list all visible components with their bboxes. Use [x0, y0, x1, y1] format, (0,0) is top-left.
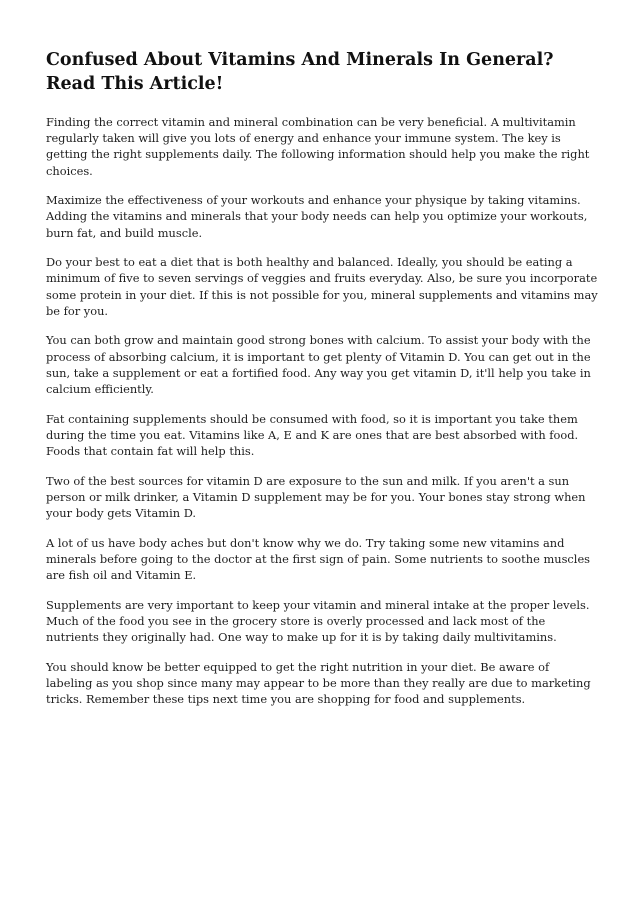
paragraph-8: Supplements are very important to keep your vitamin and mineral intake at the proper levels. Much of the food you see in the grocery store is overly processed and lack most of the nutrients they originally had. One way to make up for it is by taking daily multivitamins. — [46, 597, 590, 645]
paragraph-9: You should know be better equipped to get the right nutrition in your diet. Be aware of labeling as you shop since many may appear to be more than they really are due to marketing tricks. Remember these tips next time you are shopping for food and supplements. — [46, 659, 591, 707]
paragraph-5: Fat containing supplements should be consumed with food, so it is important you take them during the time you eat. Vitamins like A, E and K are ones that are best absorbed with food. Foods that contain fat will help this. — [46, 411, 579, 459]
paragraph-2: Maximize the effectiveness of your workouts and enhance your physique by taking vitamins. Adding the vitamins and minerals that your body needs can help you optimize your workouts, burn fat, and build muscle. — [46, 193, 588, 240]
paragraph-1: Finding the correct vitamin and mineral combination can be very beneficial. A multivitamin regularly taken will give you lots of energy and enhance your immune system. The key is getting the right supplements daily. The following information should help you make the right choices. — [46, 115, 590, 178]
paragraph-7: A lot of us have body aches but don't know why we do. Try taking some new vitamins and minerals before going to the doctor at the first sign of pain. Some nutrients to soothe muscles are fish oil and Vitamin E. — [46, 535, 591, 583]
paragraph-6: Two of the best sources for vitamin D are exposure to the sun and milk. If you aren't a sun person or milk drinker, a Vitamin D supplement may be for you. Your bones stay strong when your body gets Vitamin D. — [46, 473, 586, 521]
document-page — [46, 48, 598, 721]
paragraph-4: You can both grow and maintain good strong bones with calcium. To assist your body with the process of absorbing calcium, it is important to get plenty of Vitamin D. You can get out in the sun, take a supplement or eat a fortified food. Any way you get vitamin D, it'll help you take in calcium efficiently. — [46, 333, 591, 397]
article-title: Confused About Vitamins And Minerals In General? Read This Article! — [46, 50, 554, 94]
paragraph-3: Do your best to eat a diet that is both healthy and balanced. Ideally, you should be eating a minimum of five to seven servings of veggies and fruits everyday. Also, be sure you incorporate some protein in your diet. If this is not possible for you, mineral supplements and vitamins may be for you. — [46, 255, 598, 318]
